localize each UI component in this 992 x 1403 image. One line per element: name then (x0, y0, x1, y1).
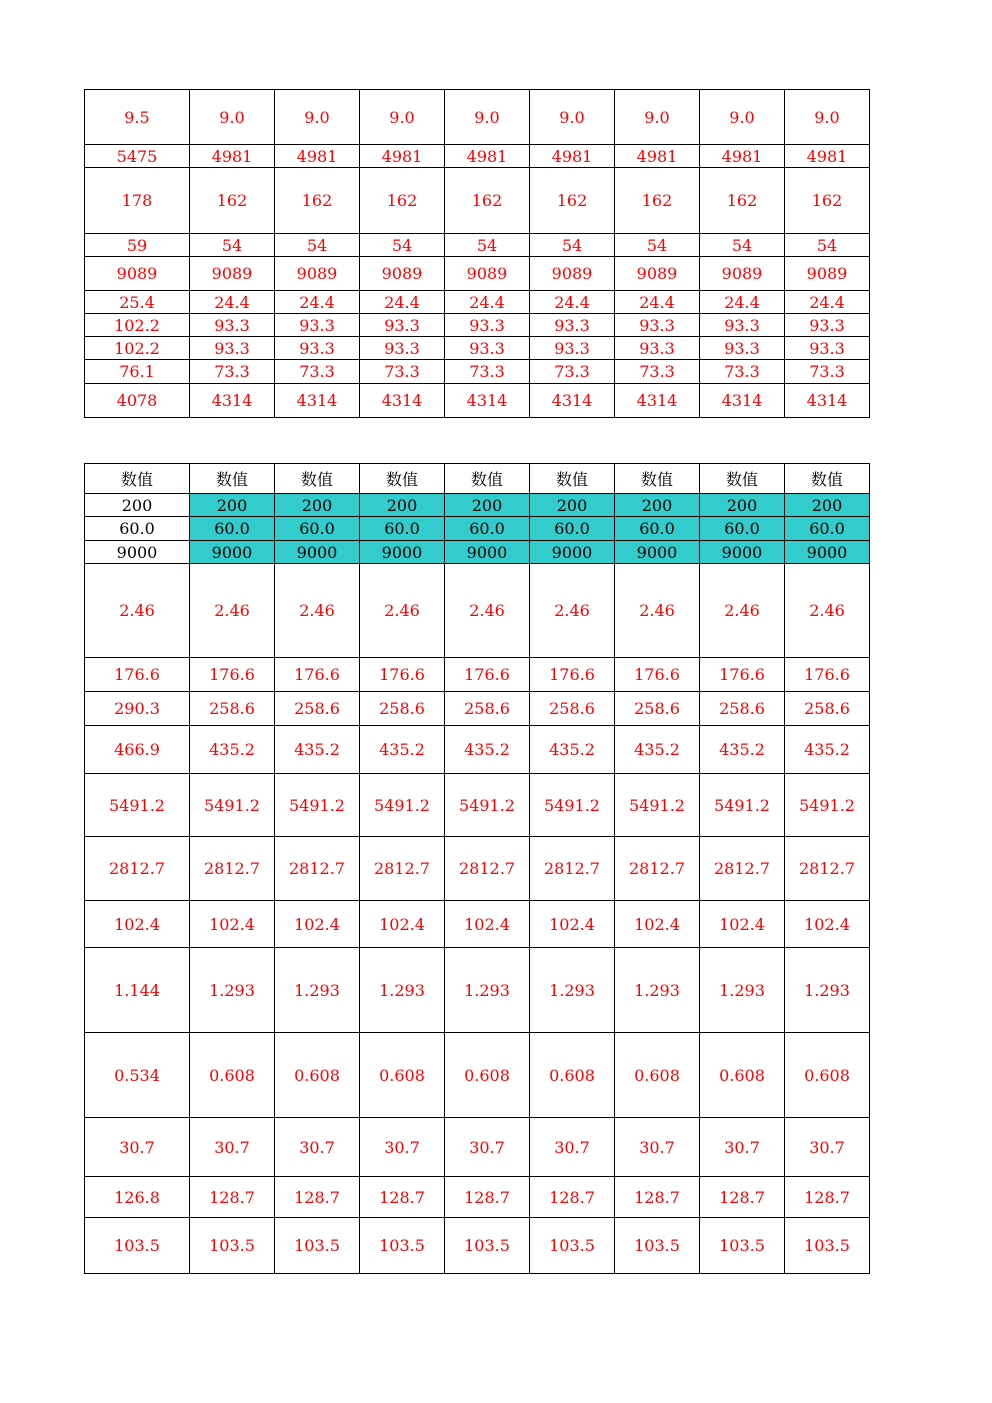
value-cell: 93.3 (700, 314, 785, 337)
header-cell: 数值 (190, 464, 275, 494)
table-row (85, 901, 870, 948)
input-row (85, 541, 870, 564)
value-cell: 176.6 (530, 658, 615, 692)
value-cell: 93.3 (785, 314, 870, 337)
value-cell: 2812.7 (445, 837, 530, 901)
header-cell: 数值 (275, 464, 360, 494)
value-cell: 102.4 (190, 901, 275, 948)
value-cell: 9.0 (785, 90, 870, 145)
value-cell: 54 (700, 234, 785, 257)
value-cell: 30.7 (275, 1118, 360, 1177)
input-cell[interactable]: 200 (445, 494, 530, 517)
value-cell: 162 (275, 168, 360, 234)
value-cell: 0.534 (85, 1033, 190, 1118)
value-cell: 9.0 (615, 90, 700, 145)
value-cell: 103.5 (360, 1218, 445, 1274)
value-cell: 73.3 (530, 360, 615, 384)
table-row (85, 360, 870, 384)
input-cell[interactable]: 9000 (615, 541, 700, 564)
value-cell: 4981 (615, 145, 700, 168)
table-row (85, 337, 870, 360)
header-cell: 数值 (700, 464, 785, 494)
input-cell[interactable]: 60.0 (615, 517, 700, 541)
table-row (85, 1118, 870, 1177)
value-cell: 93.3 (785, 337, 870, 360)
value-cell: 4314 (360, 384, 445, 418)
value-cell: 9.0 (360, 90, 445, 145)
value-cell: 93.3 (360, 337, 445, 360)
value-cell: 24.4 (785, 291, 870, 314)
input-cell[interactable]: 60.0 (445, 517, 530, 541)
value-cell: 5491.2 (190, 774, 275, 837)
value-cell: 30.7 (530, 1118, 615, 1177)
value-cell: 54 (785, 234, 870, 257)
value-cell: 102.4 (445, 901, 530, 948)
table-row (85, 168, 870, 234)
input-cell[interactable]: 200 (85, 494, 190, 517)
value-cell: 54 (530, 234, 615, 257)
value-cell: 0.608 (785, 1033, 870, 1118)
input-cell[interactable]: 9000 (530, 541, 615, 564)
input-cell[interactable]: 200 (700, 494, 785, 517)
value-cell: 93.3 (360, 314, 445, 337)
value-cell: 102.4 (530, 901, 615, 948)
input-cell[interactable]: 60.0 (275, 517, 360, 541)
input-cell[interactable]: 60.0 (190, 517, 275, 541)
value-cell: 162 (360, 168, 445, 234)
value-cell: 102.2 (85, 337, 190, 360)
value-cell: 102.4 (700, 901, 785, 948)
table-row (85, 90, 870, 145)
value-cell: 102.2 (85, 314, 190, 337)
table-row (85, 726, 870, 774)
value-cell: 93.3 (700, 337, 785, 360)
value-cell: 5491.2 (275, 774, 360, 837)
input-cell[interactable]: 60.0 (530, 517, 615, 541)
value-cell: 2.46 (445, 564, 530, 658)
input-cell[interactable]: 60.0 (700, 517, 785, 541)
value-cell: 30.7 (615, 1118, 700, 1177)
table-row (85, 384, 870, 418)
input-cell[interactable]: 9000 (85, 541, 190, 564)
value-cell: 73.3 (275, 360, 360, 384)
value-cell: 178 (85, 168, 190, 234)
value-cell: 435.2 (190, 726, 275, 774)
value-cell: 24.4 (530, 291, 615, 314)
value-cell: 1.293 (445, 948, 530, 1033)
value-cell: 258.6 (190, 692, 275, 726)
value-cell: 9089 (275, 257, 360, 291)
value-cell: 103.5 (700, 1218, 785, 1274)
value-cell: 24.4 (700, 291, 785, 314)
value-cell: 128.7 (445, 1177, 530, 1218)
value-cell: 93.3 (190, 314, 275, 337)
input-cell[interactable]: 200 (530, 494, 615, 517)
value-cell: 4981 (700, 145, 785, 168)
value-cell: 128.7 (785, 1177, 870, 1218)
value-cell: 102.4 (615, 901, 700, 948)
value-cell: 0.608 (190, 1033, 275, 1118)
table-row (85, 1177, 870, 1218)
input-cell[interactable]: 200 (275, 494, 360, 517)
value-cell: 9.5 (85, 90, 190, 145)
value-cell: 1.144 (85, 948, 190, 1033)
value-cell: 102.4 (360, 901, 445, 948)
table-row (85, 145, 870, 168)
value-cell: 176.6 (360, 658, 445, 692)
value-cell: 2.46 (785, 564, 870, 658)
value-cell: 93.3 (615, 314, 700, 337)
value-cell: 4078 (85, 384, 190, 418)
input-cell[interactable]: 9000 (360, 541, 445, 564)
value-cell: 435.2 (615, 726, 700, 774)
value-cell: 1.293 (190, 948, 275, 1033)
lower-table-body (85, 464, 870, 1274)
value-cell: 4981 (530, 145, 615, 168)
value-cell: 73.3 (360, 360, 445, 384)
value-cell: 126.8 (85, 1177, 190, 1218)
value-cell: 128.7 (700, 1177, 785, 1218)
table-row (85, 774, 870, 837)
value-cell: 128.7 (190, 1177, 275, 1218)
value-cell: 162 (700, 168, 785, 234)
value-cell: 76.1 (85, 360, 190, 384)
value-cell: 435.2 (785, 726, 870, 774)
table-row (85, 658, 870, 692)
value-cell: 59 (85, 234, 190, 257)
value-cell: 258.6 (360, 692, 445, 726)
value-cell: 0.608 (360, 1033, 445, 1118)
value-cell: 9089 (530, 257, 615, 291)
value-cell: 93.3 (445, 314, 530, 337)
value-cell: 9.0 (530, 90, 615, 145)
value-cell: 9.0 (275, 90, 360, 145)
input-cell[interactable]: 60.0 (360, 517, 445, 541)
value-cell: 5491.2 (445, 774, 530, 837)
value-cell: 9.0 (445, 90, 530, 145)
value-cell: 290.3 (85, 692, 190, 726)
value-cell: 103.5 (275, 1218, 360, 1274)
header-cell: 数值 (785, 464, 870, 494)
input-row (85, 494, 870, 517)
input-cell[interactable]: 200 (615, 494, 700, 517)
value-cell: 103.5 (530, 1218, 615, 1274)
table-row (85, 291, 870, 314)
value-cell: 9089 (360, 257, 445, 291)
value-cell: 93.3 (530, 314, 615, 337)
value-cell: 24.4 (275, 291, 360, 314)
value-cell: 1.293 (785, 948, 870, 1033)
value-cell: 435.2 (275, 726, 360, 774)
table-row (85, 837, 870, 901)
value-cell: 4314 (190, 384, 275, 418)
value-cell: 4981 (190, 145, 275, 168)
value-cell: 30.7 (360, 1118, 445, 1177)
upper-data-table (84, 89, 870, 418)
value-cell: 54 (445, 234, 530, 257)
input-cell[interactable]: 60.0 (785, 517, 870, 541)
value-cell: 103.5 (85, 1218, 190, 1274)
value-cell: 2.46 (85, 564, 190, 658)
value-cell: 4314 (530, 384, 615, 418)
table-row (85, 564, 870, 658)
value-cell: 103.5 (785, 1218, 870, 1274)
value-cell: 93.3 (530, 337, 615, 360)
value-cell: 102.4 (85, 901, 190, 948)
table-row (85, 234, 870, 257)
table-row (85, 948, 870, 1033)
value-cell: 2.46 (615, 564, 700, 658)
value-cell: 0.608 (445, 1033, 530, 1118)
value-cell: 176.6 (445, 658, 530, 692)
value-cell: 30.7 (85, 1118, 190, 1177)
value-cell: 435.2 (700, 726, 785, 774)
value-cell: 258.6 (700, 692, 785, 726)
value-cell: 2812.7 (275, 837, 360, 901)
value-cell: 1.293 (615, 948, 700, 1033)
value-cell: 466.9 (85, 726, 190, 774)
value-cell: 9089 (190, 257, 275, 291)
value-cell: 176.6 (85, 658, 190, 692)
value-cell: 24.4 (360, 291, 445, 314)
value-cell: 9089 (785, 257, 870, 291)
value-cell: 93.3 (615, 337, 700, 360)
value-cell: 1.293 (360, 948, 445, 1033)
value-cell: 162 (530, 168, 615, 234)
value-cell: 1.293 (700, 948, 785, 1033)
value-cell: 128.7 (275, 1177, 360, 1218)
value-cell: 30.7 (700, 1118, 785, 1177)
value-cell: 103.5 (615, 1218, 700, 1274)
value-cell: 4314 (275, 384, 360, 418)
value-cell: 258.6 (785, 692, 870, 726)
value-cell: 435.2 (530, 726, 615, 774)
value-cell: 176.6 (275, 658, 360, 692)
value-cell: 25.4 (85, 291, 190, 314)
value-cell: 103.5 (445, 1218, 530, 1274)
value-cell: 176.6 (190, 658, 275, 692)
value-cell: 30.7 (190, 1118, 275, 1177)
value-cell: 5491.2 (360, 774, 445, 837)
value-cell: 1.293 (530, 948, 615, 1033)
value-cell: 5475 (85, 145, 190, 168)
value-cell: 176.6 (615, 658, 700, 692)
value-cell: 0.608 (700, 1033, 785, 1118)
input-cell[interactable]: 9000 (785, 541, 870, 564)
value-cell: 2812.7 (785, 837, 870, 901)
table-row (85, 1033, 870, 1118)
value-cell: 4981 (360, 145, 445, 168)
value-cell: 5491.2 (785, 774, 870, 837)
value-cell: 162 (445, 168, 530, 234)
value-cell: 30.7 (445, 1118, 530, 1177)
input-cell[interactable]: 200 (785, 494, 870, 517)
value-cell: 4981 (275, 145, 360, 168)
value-cell: 435.2 (360, 726, 445, 774)
value-cell: 73.3 (445, 360, 530, 384)
value-cell: 162 (615, 168, 700, 234)
header-cell: 数值 (615, 464, 700, 494)
value-cell: 54 (275, 234, 360, 257)
value-cell: 2812.7 (190, 837, 275, 901)
value-cell: 9089 (615, 257, 700, 291)
value-cell: 9089 (700, 257, 785, 291)
input-row (85, 517, 870, 541)
value-cell: 258.6 (615, 692, 700, 726)
header-cell: 数值 (530, 464, 615, 494)
value-cell: 54 (615, 234, 700, 257)
input-cell[interactable]: 200 (190, 494, 275, 517)
input-cell[interactable]: 60.0 (85, 517, 190, 541)
value-cell: 9.0 (190, 90, 275, 145)
value-cell: 24.4 (615, 291, 700, 314)
value-cell: 0.608 (275, 1033, 360, 1118)
table-row (85, 1218, 870, 1274)
value-cell: 73.3 (700, 360, 785, 384)
lower-data-table (84, 463, 870, 1274)
input-cell[interactable]: 9000 (445, 541, 530, 564)
value-cell: 435.2 (445, 726, 530, 774)
value-cell: 128.7 (360, 1177, 445, 1218)
value-cell: 176.6 (700, 658, 785, 692)
input-cell[interactable]: 200 (360, 494, 445, 517)
value-cell: 2812.7 (700, 837, 785, 901)
value-cell: 2.46 (700, 564, 785, 658)
value-cell: 93.3 (190, 337, 275, 360)
table-row (85, 314, 870, 337)
value-cell: 2.46 (275, 564, 360, 658)
value-cell: 0.608 (615, 1033, 700, 1118)
value-cell: 103.5 (190, 1218, 275, 1274)
value-cell: 176.6 (785, 658, 870, 692)
value-cell: 162 (190, 168, 275, 234)
value-cell: 2.46 (360, 564, 445, 658)
value-cell: 4981 (445, 145, 530, 168)
value-cell: 93.3 (275, 337, 360, 360)
value-cell: 2812.7 (530, 837, 615, 901)
value-cell: 24.4 (190, 291, 275, 314)
value-cell: 258.6 (530, 692, 615, 726)
upper-table-body (85, 90, 870, 418)
value-cell: 2.46 (530, 564, 615, 658)
value-cell: 93.3 (275, 314, 360, 337)
value-cell: 5491.2 (85, 774, 190, 837)
value-cell: 73.3 (785, 360, 870, 384)
value-cell: 128.7 (615, 1177, 700, 1218)
value-cell: 24.4 (445, 291, 530, 314)
input-cell[interactable]: 9000 (700, 541, 785, 564)
value-cell: 30.7 (785, 1118, 870, 1177)
value-cell: 54 (190, 234, 275, 257)
value-cell: 102.4 (275, 901, 360, 948)
value-cell: 4314 (700, 384, 785, 418)
value-cell: 2812.7 (85, 837, 190, 901)
value-cell: 2812.7 (360, 837, 445, 901)
value-cell: 4981 (785, 145, 870, 168)
header-row (85, 464, 870, 494)
value-cell: 258.6 (445, 692, 530, 726)
value-cell: 1.293 (275, 948, 360, 1033)
value-cell: 162 (785, 168, 870, 234)
header-cell: 数值 (360, 464, 445, 494)
value-cell: 9089 (85, 257, 190, 291)
value-cell: 4314 (785, 384, 870, 418)
value-cell: 5491.2 (615, 774, 700, 837)
value-cell: 2.46 (190, 564, 275, 658)
value-cell: 9089 (445, 257, 530, 291)
value-cell: 93.3 (445, 337, 530, 360)
header-cell: 数值 (445, 464, 530, 494)
table-row (85, 692, 870, 726)
value-cell: 102.4 (785, 901, 870, 948)
value-cell: 258.6 (275, 692, 360, 726)
value-cell: 54 (360, 234, 445, 257)
table-row (85, 257, 870, 291)
value-cell: 4314 (445, 384, 530, 418)
input-cell[interactable]: 9000 (190, 541, 275, 564)
header-cell: 数值 (85, 464, 190, 494)
input-cell[interactable]: 9000 (275, 541, 360, 564)
value-cell: 73.3 (615, 360, 700, 384)
value-cell: 9.0 (700, 90, 785, 145)
value-cell: 4314 (615, 384, 700, 418)
value-cell: 5491.2 (700, 774, 785, 837)
value-cell: 128.7 (530, 1177, 615, 1218)
value-cell: 0.608 (530, 1033, 615, 1118)
value-cell: 2812.7 (615, 837, 700, 901)
value-cell: 5491.2 (530, 774, 615, 837)
value-cell: 73.3 (190, 360, 275, 384)
